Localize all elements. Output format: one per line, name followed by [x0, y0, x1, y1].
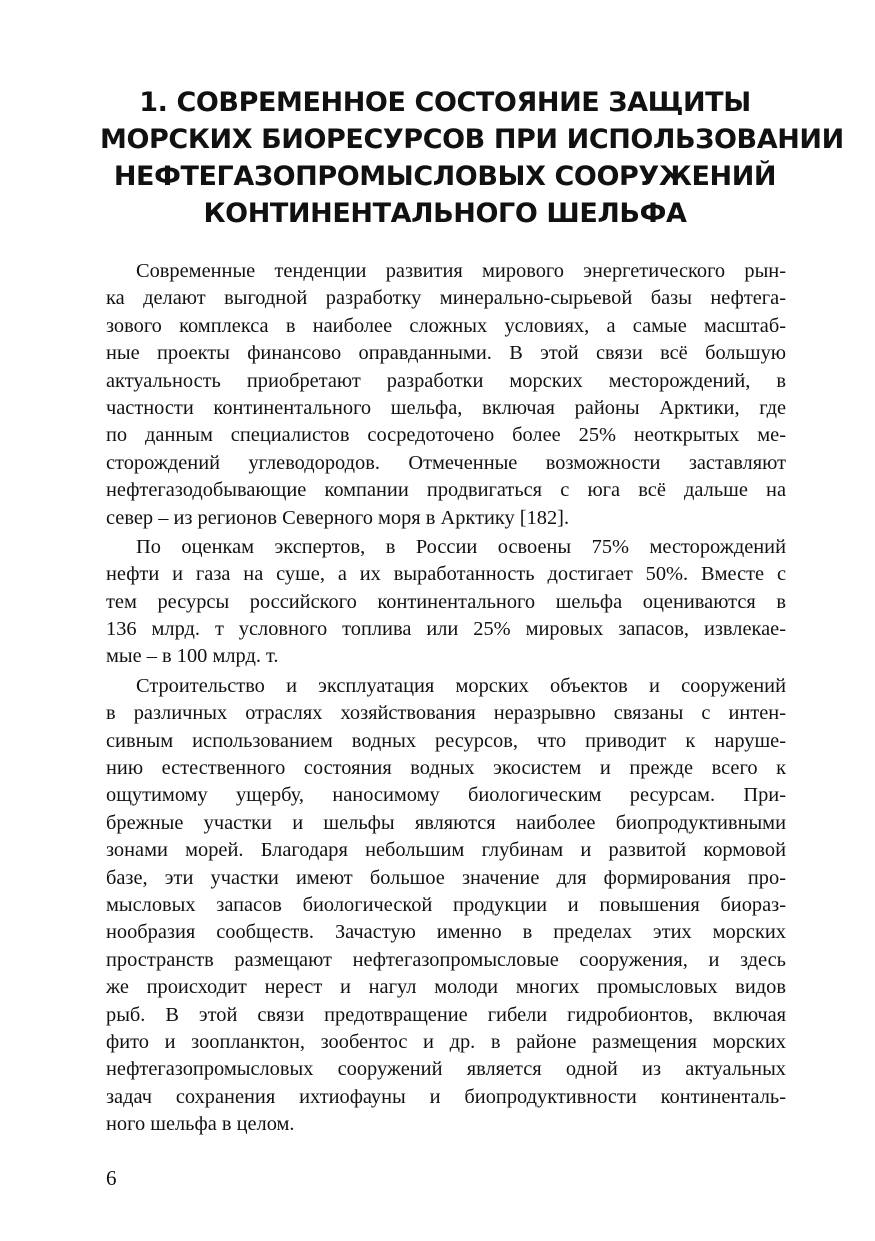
text-line: пространств размещают нефтегазопромысловые сооружения, и здесь — [106, 948, 786, 971]
text-line: актуальность приобретают разработки морских месторождений, в — [106, 369, 786, 392]
body-text — [106, 258, 786, 1141]
text-line: Строительство и эксплуатация морских объектов и сооружений — [136, 674, 786, 697]
paragraph-3 — [106, 673, 786, 1139]
text-line: тем ресурсы российского континентального шельфа оцениваются в — [106, 590, 786, 613]
text-line: зового комплекса в наиболее сложных условиях, а самые масштаб- — [106, 314, 786, 337]
text-line: нию естественного состояния водных экосистем и прежде всего к — [106, 757, 786, 780]
text-line: ка делают выгодной разработку минерально-сырьевой базы нефтега- — [106, 287, 786, 310]
text-line: задач сохранения ихтиофауны и биопродуктивности континенталь- — [106, 1085, 786, 1108]
text-line: в различных отраслях хозяйствования неразрывно связаны с интен- — [106, 702, 786, 725]
chapter-title — [100, 84, 844, 232]
text-line: ного шельфа в целом. — [106, 1113, 295, 1136]
chapter-title-line: КОНТИНЕНТАЛЬНОГО ШЕЛЬФА — [203, 198, 687, 229]
text-line: Современные тенденции развития мирового энергетического рын- — [136, 260, 786, 282]
paragraph-1 — [106, 258, 786, 532]
text-line: нефти и газа на суше, а их выработанность достигает 50%. Вместе с — [106, 563, 786, 586]
chapter-title-line: 1. СОВРЕМЕННОЕ СОСТОЯНИЕ ЗАЩИТЫ — [139, 87, 751, 118]
text-line: рыб. В этой связи предотвращение гибели гидробионтов, включая — [106, 1003, 786, 1026]
text-line: сивным использованием водных ресурсов, что приводит к наруше- — [106, 729, 786, 752]
text-line: базе, эти участки имеют большое значение для формирования про- — [106, 866, 786, 889]
text-line: ощутимому ущербу, наносимому биологическим ресурсам. При- — [106, 784, 786, 807]
text-line: север – из регионов Северного моря в Арктику [182]. — [106, 506, 570, 529]
text-line: же происходит нерест и нагул молоди многих промысловых видов — [106, 976, 786, 999]
text-line: по данным специалистов сосредоточено более 25% неоткрытых ме- — [106, 424, 786, 447]
text-line: мые – в 100 млрд. т. — [106, 645, 279, 668]
text-line: нефтегазодобывающие компании продвигаться с юга всё дальше на — [106, 479, 786, 502]
chapter-title-line: НЕФТЕГАЗОПРОМЫСЛОВЫХ СООРУЖЕНИЙ — [113, 161, 777, 192]
text-line: фито и зоопланктон, зообентос и др. в районе размещения морских — [106, 1030, 786, 1053]
text-line: частности континентального шельфа, включая районы Арктики, где — [106, 396, 786, 419]
text-line: брежные участки и шельфы являются наиболее биопродуктивными — [106, 811, 786, 834]
text-line: 136 млрд. т условного топлива или 25% мировых запасов, извлекае- — [106, 618, 786, 641]
text-line: зонами морей. Благодаря небольшим глубинам и развитой кормовой — [106, 839, 786, 862]
text-line: По оценкам экспертов, в России освоены 75% месторождений — [136, 535, 786, 558]
text-line: ные проекты финансово оправданными. В этой связи всё большую — [106, 342, 786, 365]
text-line: мысловых запасов биологической продукции и повышения биораз- — [106, 893, 786, 916]
text-line: нефтегазопромысловых сооружений является одной из актуальных — [106, 1058, 786, 1081]
text-line: нообразия сообществ. Зачастую именно в пределах этих морских — [106, 921, 786, 944]
page-number: 6 — [106, 1166, 117, 1190]
chapter-title-line: МОРСКИХ БИОРЕСУРСОВ ПРИ ИСПОЛЬЗОВАНИИ — [100, 124, 844, 155]
paragraph-2 — [106, 534, 786, 671]
text-line: сторождений углеводородов. Отмеченные возможности заставляют — [106, 451, 786, 474]
